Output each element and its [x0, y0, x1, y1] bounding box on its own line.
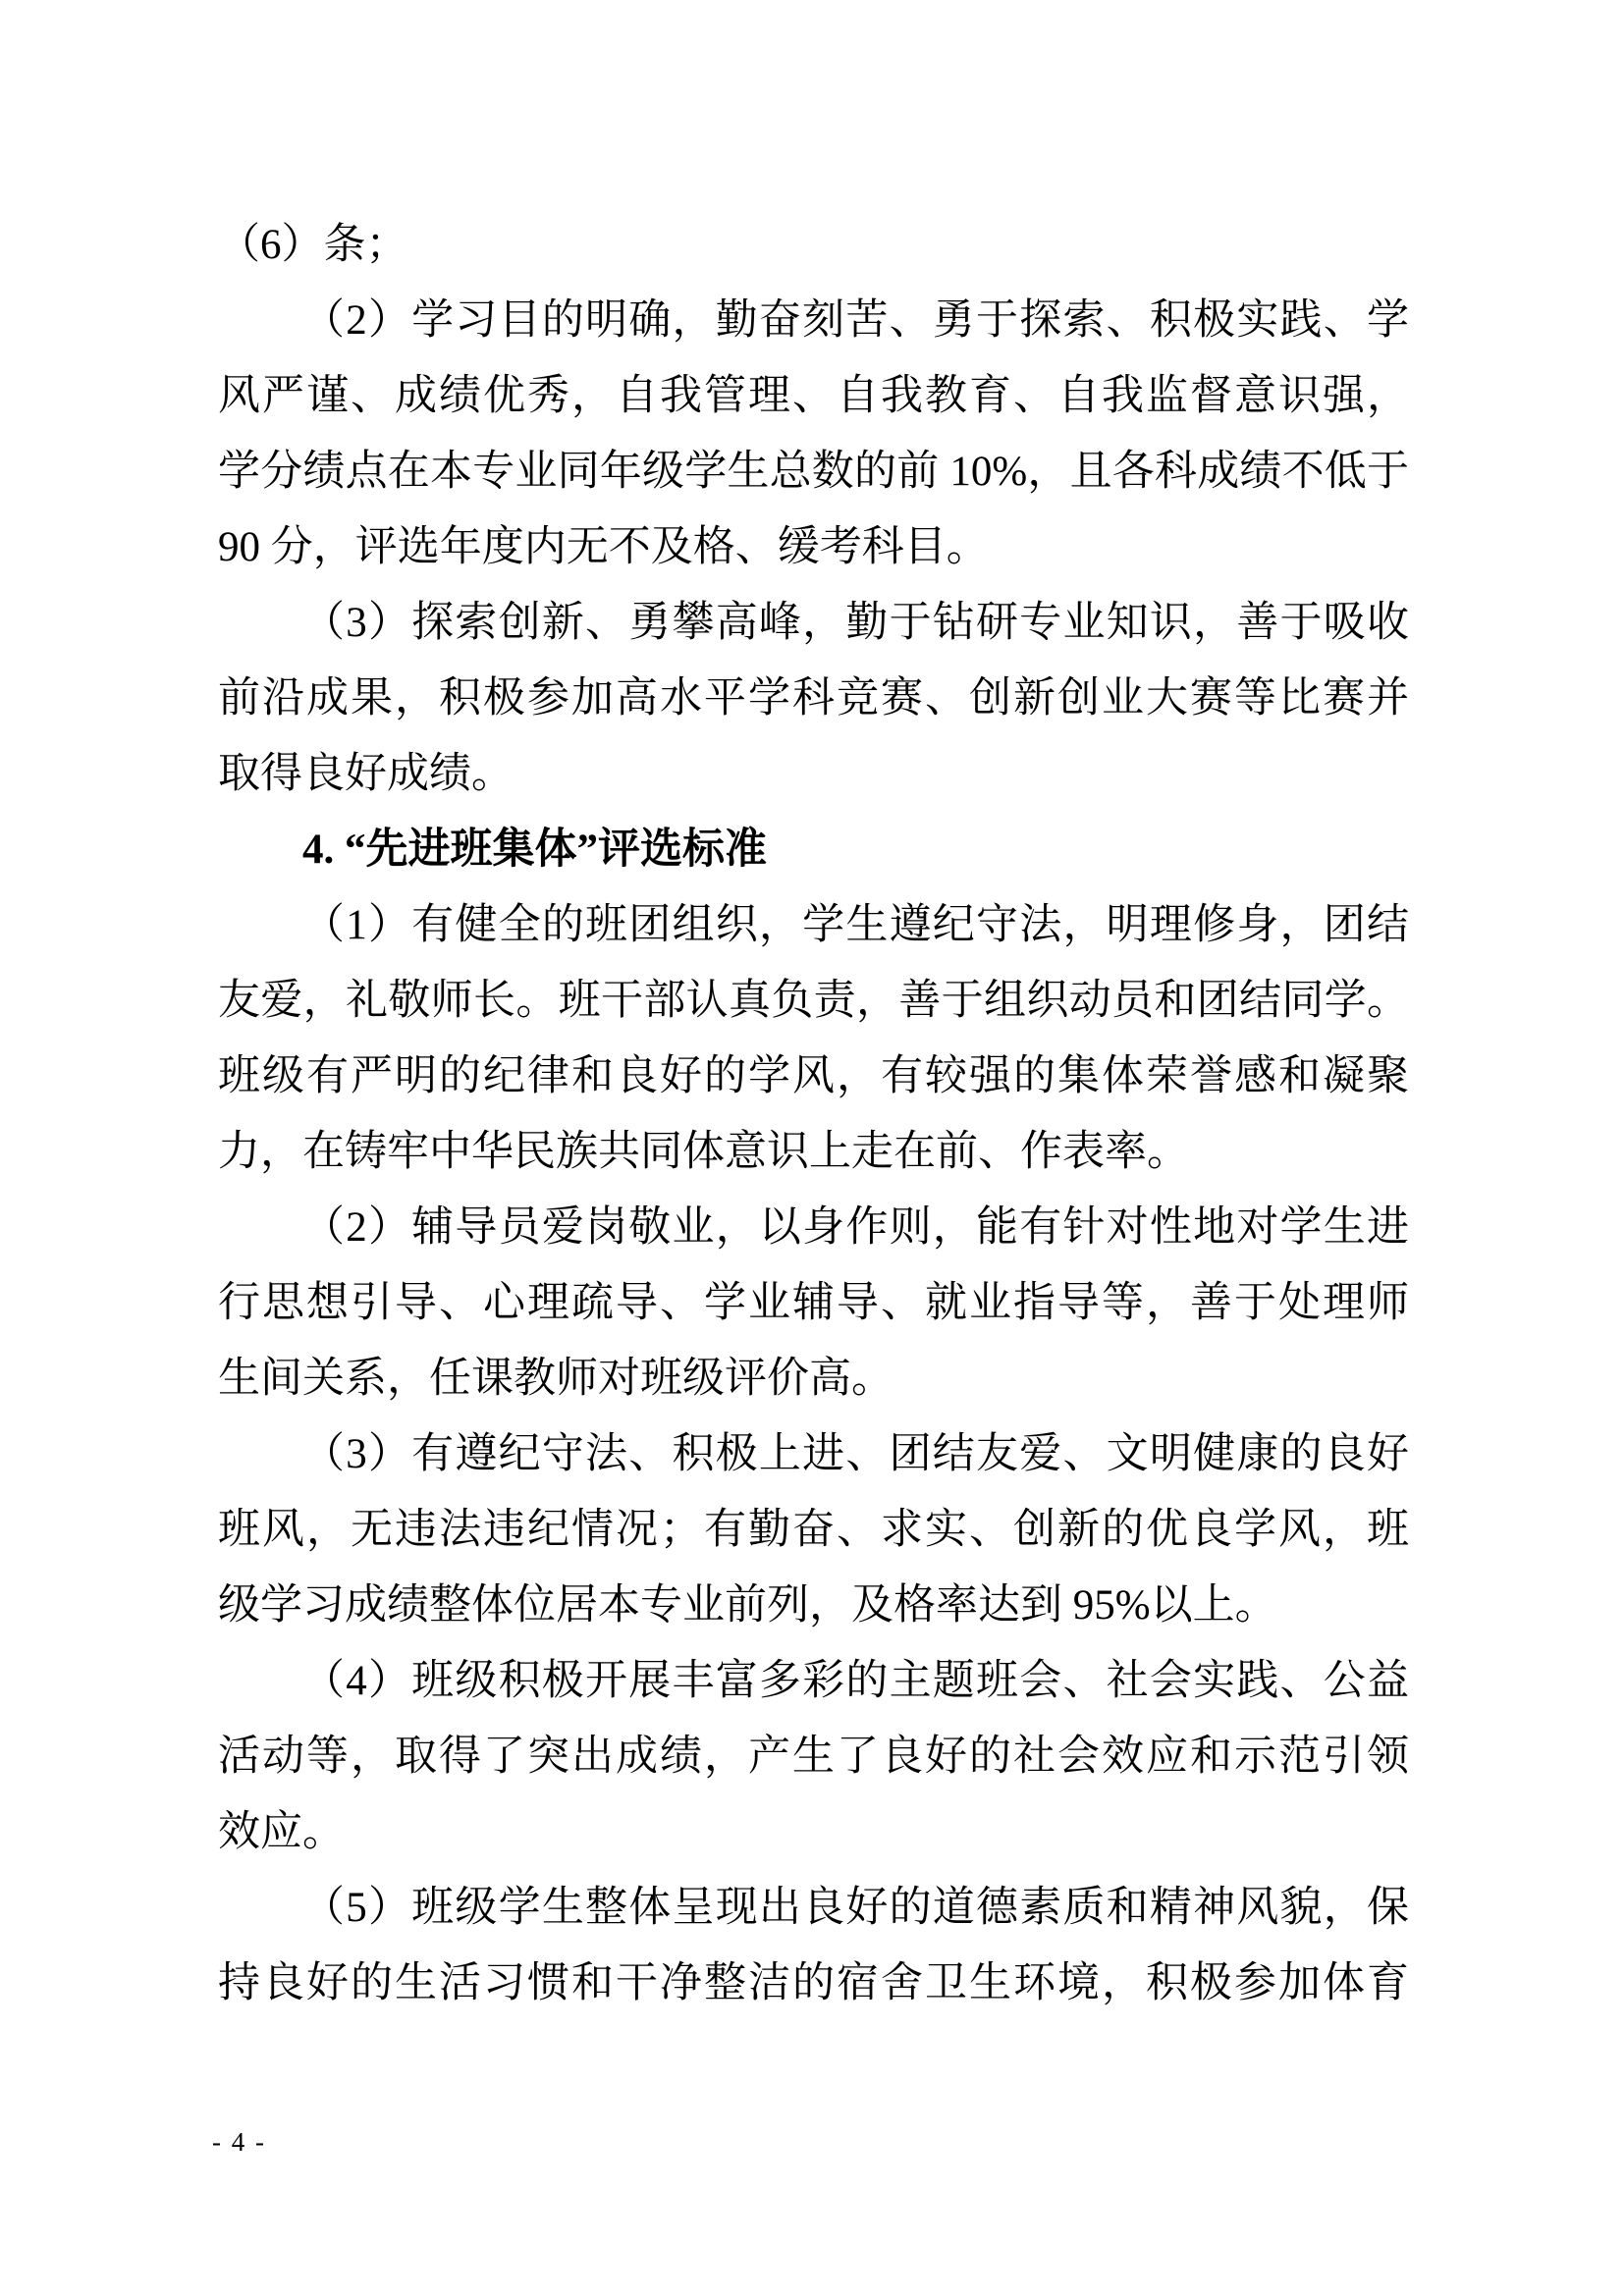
page-number: - 4 -	[212, 2127, 266, 2157]
text-line: （3）有遵纪守法、积极上进、团结友爱、文明健康的良好	[302, 1431, 1409, 1477]
text-line: （2）学习目的明确，勤奋刻苦、勇于探索、积极实践、学	[302, 297, 1409, 344]
text-line: 级学习成绩整体位居本专业前列，及格率达到 95%以上。	[218, 1582, 1277, 1629]
text-line: 班风，无违法违纪情况；有勤奋、求实、创新的优良学风，班	[218, 1507, 1409, 1553]
text-line: （3）探索创新、勇攀高峰，勤于钻研专业知识，善于吸收	[302, 600, 1409, 646]
text-line: 风严谨、成绩优秀，自我管理、自我教育、自我监督意识强，	[218, 373, 1409, 419]
text-line: （4）班级积极开展丰富多彩的主题班会、社会实践、公益	[302, 1658, 1409, 1704]
text-line: 友爱，礼敬师长。班干部认真负责，善于组织动员和团结同学。	[218, 978, 1409, 1024]
section-heading: 4. “先进班集体”评选标准	[302, 827, 767, 873]
text-line: （6）条；	[218, 222, 408, 268]
text-line: 生间关系，任课教师对班级评价高。	[218, 1356, 893, 1402]
text-line: 效应。	[218, 1809, 345, 1855]
text-line: 学分绩点在本专业同年级学生总数的前 10%，且各科成绩不低于	[218, 449, 1409, 495]
text-line: （5）班级学生整体呈现出良好的道德素质和精神风貌，保	[302, 1885, 1409, 1931]
text-line: 班级有严明的纪律和良好的学风，有较强的集体荣誉感和凝聚	[218, 1053, 1409, 1099]
text-line: 力，在铸牢中华民族共同体意识上走在前、作表率。	[218, 1129, 1189, 1175]
text-line: （2）辅导员爱岗敬业，以身作则，能有针对性地对学生进	[302, 1204, 1409, 1251]
text-line: 行思想引导、心理疏导、学业辅导、就业指导等，善于处理师	[218, 1280, 1409, 1326]
text-line: 持良好的生活习惯和干净整洁的宿舍卫生环境，积极参加体育	[218, 1960, 1409, 2006]
document-body	[218, 207, 1409, 2021]
text-line: 前沿成果，积极参加高水平学科竞赛、创新创业大赛等比赛并	[218, 675, 1409, 721]
text-line: （1）有健全的班团组织，学生遵纪守法，明理修身，团结	[302, 902, 1409, 948]
text-line: 90 分，评选年度内无不及格、缓考科目。	[218, 524, 989, 570]
text-line: 取得良好成绩。	[218, 751, 514, 797]
text-line: 活动等，取得了突出成绩，产生了良好的社会效应和示范引领	[218, 1734, 1409, 1780]
